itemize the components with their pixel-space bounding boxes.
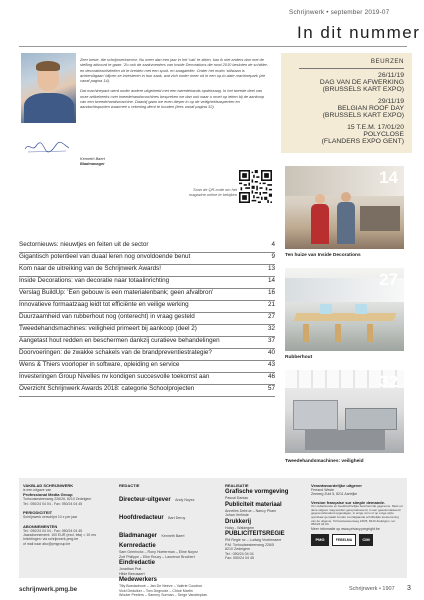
qr-code-icon[interactable] <box>239 170 272 203</box>
toc-item-page: 32 <box>267 325 275 332</box>
privacy-link[interactable]: Meer informatie op www.privacy.pmgright.be <box>311 527 380 532</box>
picture-tweedehandsmachines[interactable] <box>285 370 404 453</box>
toc-item-title: Innovatieve formaatzaag leidt tot efficiënte en veilige werking <box>19 301 189 308</box>
names-publiciteit-2: Johan Verlinde <box>225 513 249 517</box>
names-publiciteit-1: Annelies Debrue – Nancy Pham <box>225 508 277 513</box>
toc-item-page: 37 <box>267 337 275 344</box>
intro-paragraph-1: Zeer beste, die schrijnwerksector. Nu meer dan een jaar in het 'vak' te zitten, kan ik niet anders dan met de stelling akkoord te gaan: 'Zo ook de zaakvoerders van Inside Decorations die rond 2010 besloten de schilder- en decoratieactiviteiten uit te breiden met een spuit- en zaagatelier. Onder het motto 'stilstaan is achteruitgaan' blijven ze investeren in hun zaak, wat zich onder meer uit in een up-to-date machinepark (zie vanaf pagina 14). <box>80 57 269 84</box>
subscriptions-price: Jaarabonnement: 100 EUR (excl. btw) = 10 nrs <box>23 533 97 538</box>
toc-item-page: 16 <box>267 289 275 296</box>
signature <box>23 139 71 155</box>
copyright-notice: Om redactionele en beeldrechtelijke beschermde gegevens. Niets uit deze uitgave mag worden gereproduceerd, in een geautomatiseerd gegevensbestand opgeslagen, in enige vorm of op enige wijze openbaar gemaakt zonder voorafgaande schriftelijke toestemming van de uitgever, Torhoutsesteenweg 226/5, 8210 Zedelgem, tel. 050/24 04 04. <box>311 503 403 527</box>
event-1-venue: (BRUSSELS KART EXPO) <box>322 86 404 93</box>
periodicity-text: Schrijnwerk verschijnt 10 x per jaar <box>23 515 78 520</box>
role-vormgeving: Grafische vormgeving <box>225 489 289 495</box>
toc-item[interactable] <box>19 349 275 361</box>
intro-text <box>80 57 270 115</box>
toc-item-title: Wens & Thiers voorloper in software, opleiding en service <box>19 361 180 368</box>
toc-item[interactable] <box>19 361 275 373</box>
toc-item-title: Investeringen Group Nivelles nv kondigen succesvolle toekomst aan <box>19 373 210 380</box>
name-bladmanager: Kenneth Baert <box>161 534 185 538</box>
toc-divider <box>19 396 275 397</box>
toc-item-page: 21 <box>267 301 275 308</box>
french-version-note: Version française sur simple demande. <box>311 499 386 505</box>
toc-item-page: 57 <box>267 385 275 392</box>
event-3-venue: (FLANDERS EXPO GENT) <box>321 138 404 145</box>
intro-paragraph-2: Dat machinepark werd onder andere uitgebreid met een tweedehands opdekzaag. In het tweede deel van onze artikelreeks over tweedehandsmachines bespreken we dan ook waar u moet op letten bij de aankoop van een tweedehandsmachine. Daarbij gaan we even dieper in op de veiligheidsaspecten en aandachtspunten waarmee u rekening dient te houden (lees vanaf pagina 32). <box>80 88 265 110</box>
redactie-heading: REDACTIE <box>119 483 140 488</box>
name-drukkerij: Hoisy - Waldegem <box>225 525 255 530</box>
event-2-venue: (BRUSSELS KART EXPO) <box>322 112 404 119</box>
toc-item-title: Duurzaamheid van rubberhout nog (onterecht) in vraag gesteld <box>19 313 195 320</box>
subscriptions-info: Inlichtingen: via schrijnwerk.pmg.be <box>23 537 79 542</box>
toc-item[interactable] <box>19 313 275 325</box>
toc-item-page: 13 <box>267 265 275 272</box>
role-publiciteit: Publiciteit materiaal <box>225 501 282 508</box>
toc-item-title: Doorvoeringen: de zwakke schakels van de brandpreventiestrategie? <box>19 349 212 356</box>
beurzen-heading: BEURZEN <box>370 58 404 65</box>
role-kernredactie: Kernredactie <box>119 543 156 549</box>
role-publiciteitsregie: PUBLICITEITSREGIE <box>225 531 285 537</box>
names-medewerkers-2: Vicki Deduiker – Tom Degroote – Chloé Martin <box>119 588 193 593</box>
toc-item-page: 43 <box>267 361 275 368</box>
role-director: Directeur-uitgever <box>119 497 171 503</box>
regie-line-2: P.M. Torhoutsesteenweg 226/5 <box>225 542 275 547</box>
regie-line-1: PM Regie nv – Ludwig Vroelenaere <box>225 538 282 542</box>
colophon-redactie <box>119 483 219 598</box>
realisatie-heading: REALISATIE <box>225 483 249 488</box>
regie-line-4: Tel.: 050/24 04 04 <box>225 551 254 556</box>
pmg-logo: PMG <box>311 534 329 546</box>
toc-item[interactable] <box>19 253 275 265</box>
colophon-legal <box>311 483 403 546</box>
regie-line-5: Fax: 050/24 04 45 <box>225 556 254 560</box>
role-editor-in-chief: Hoofdredacteur <box>119 515 164 521</box>
subscriptions-heading: ABONNEMENTEN <box>23 523 58 529</box>
toc-item-title: Gigantisch potentieel van duaal leren nog onvoldoende benut <box>19 253 191 260</box>
toc-item[interactable] <box>19 301 275 313</box>
picture-inside-decorations[interactable] <box>285 166 404 249</box>
event-3-date: 15 T.E.M. 17/01/20 <box>347 124 404 131</box>
qr-caption: Scan de QR-code om het magazine online te bekijken <box>188 187 237 197</box>
author-photo <box>21 53 76 123</box>
magazine-issue: Schrijnwerk • september 2019-07 <box>289 9 390 16</box>
subscriptions-email: of mail naar abo@pmgroup.be <box>23 541 71 546</box>
toc-item[interactable] <box>19 337 275 349</box>
footer-issue: Schrijnwerk • 1907 <box>349 586 395 592</box>
name-vormgeving: Pascal Daniau <box>225 496 249 500</box>
colophon-publisher <box>23 483 115 546</box>
event-2-name: BELGIAN ROOF DAY <box>337 105 404 112</box>
toc-item-page: 46 <box>267 373 275 380</box>
cim-logo: CIM <box>359 534 373 546</box>
author-block <box>80 156 105 166</box>
toc-item[interactable] <box>19 385 275 397</box>
responsible-publisher-address: Zeeweg Zuid 5, 8211 Aartrijke <box>311 492 358 497</box>
toc-item[interactable] <box>19 277 275 289</box>
toc-item[interactable] <box>19 241 275 253</box>
toc-item-page: 14 <box>267 277 275 284</box>
names-medewerkers-3: Wouter Peeters – Sammy Sorman – Serge Vandenplas <box>119 593 207 597</box>
role-eindredactie: Eindredactie <box>119 560 156 566</box>
toc-item-page: 27 <box>267 313 275 320</box>
periodicity-heading: PERIODICITEIT <box>23 510 53 516</box>
header-rule <box>19 46 407 47</box>
picture-rubberhout[interactable] <box>285 268 404 351</box>
caption-tweedehandsmachines: Tweedehandsmachines: veiligheid <box>285 459 364 464</box>
toc-item-page: 40 <box>267 349 275 356</box>
beurzen-rule <box>299 68 404 69</box>
name-editor-in-chief: Bart Deruy <box>168 516 186 520</box>
page-number: 3 <box>407 585 411 592</box>
logos <box>311 534 403 546</box>
event-1-name: DAG VAN DE AFWERKING <box>319 79 404 86</box>
names-eindredactie-1: Jonathan Prat <box>119 567 142 571</box>
febelma-logo: FEBELMA <box>332 534 356 546</box>
toc-item-title: Overzicht Schrijnwerk Awards 2018: categorie Schoolprojecten <box>19 385 195 392</box>
colophon-heading: VAKBLAD SCHRIJNWERK <box>23 483 74 488</box>
responsible-publisher-heading: Verantwoordelijke uitgever <box>311 483 362 488</box>
toc-item[interactable] <box>19 289 275 301</box>
toc-item-title: Sectornieuws: nieuwtjes en feiten uit de sector <box>19 241 149 248</box>
picture-number-14: 14 <box>379 168 398 187</box>
role-medewerkers: Medewerkers <box>119 577 158 583</box>
publisher-address: Torhoutsesteenweg 226/26, 8210 Zedelgem <box>23 497 92 502</box>
toc-item-title: Kom naar de uitreiking van de Schrijnwerk Awards! <box>19 265 161 272</box>
name-director: Andy Noyez <box>175 498 195 502</box>
site-link[interactable]: schrijnwerk.pmg.be <box>19 586 78 593</box>
names-kernredactie-1: Sam Geerinckx – Rony Hoeterman – Eline Noyez <box>119 550 198 554</box>
toc-item-title: Inside Decorations: van decoratie naar totaalinrichting <box>19 277 170 284</box>
picture-number-32: 32 <box>379 372 398 391</box>
event-2-date: 29/11/19 <box>378 98 404 105</box>
event-1-date: 26/11/19 <box>378 72 404 79</box>
picture-number-27: 27 <box>379 270 398 289</box>
beurzen-box <box>281 53 412 153</box>
toc-item-page: 4 <box>271 241 275 248</box>
toc-item-title: Verslag BuildUp: 'Een gebouw is een materialenbank; geen afvalbron' <box>19 289 214 296</box>
toc-item-page: 9 <box>271 253 275 260</box>
author-name: Kenneth Baert <box>80 156 105 161</box>
role-drukkerij: Drukkerij <box>225 518 252 525</box>
names-eindredactie-2: Hilde Beeusaert <box>119 571 145 576</box>
toc-item-title: Aangetast hout redden en beschermen dankzij curatieve behandelingen <box>19 337 220 344</box>
caption-inside-decorations: Ten huize van Inside Decorations <box>285 253 361 258</box>
toc-item[interactable] <box>19 325 275 337</box>
regie-line-3: 8210 Zedelgem <box>225 547 250 551</box>
responsible-publisher-name: Ferrand Weste <box>311 488 335 492</box>
names-medewerkers-1: Tilly Boedadroné – Jan De Neeve – Valérie Coudron <box>119 584 203 588</box>
colophon-realisatie <box>225 483 307 561</box>
page-title: In dit nummer <box>297 23 421 42</box>
toc-item-title: Tweedehandsmachines: veiligheid primeert bij aankoop (deel 2) <box>19 325 197 332</box>
publisher-phone: Tel.: 050/24 04 04 - Fax: 050/24 04 45 <box>23 501 83 506</box>
caption-rubberhout: Rubberhout <box>285 355 313 360</box>
event-3-name: POLYCLOSE <box>363 131 404 138</box>
toc-item[interactable] <box>19 265 275 277</box>
colophon-text: is een uitgave van <box>23 488 52 492</box>
publisher-name: Professional Media Group <box>23 492 73 498</box>
toc-item[interactable] <box>19 373 275 385</box>
names-kernredactie-2: Zoë Philippe – Elke Rouzy – Laurence Bruchert <box>119 554 195 559</box>
role-bladmanager: Bladmanager <box>119 533 158 539</box>
author-role: Bladmanager <box>80 161 105 166</box>
subscriptions-phone: Tel.: 050/24 04 04 - Fax: 050/24 04 45 <box>23 528 83 533</box>
